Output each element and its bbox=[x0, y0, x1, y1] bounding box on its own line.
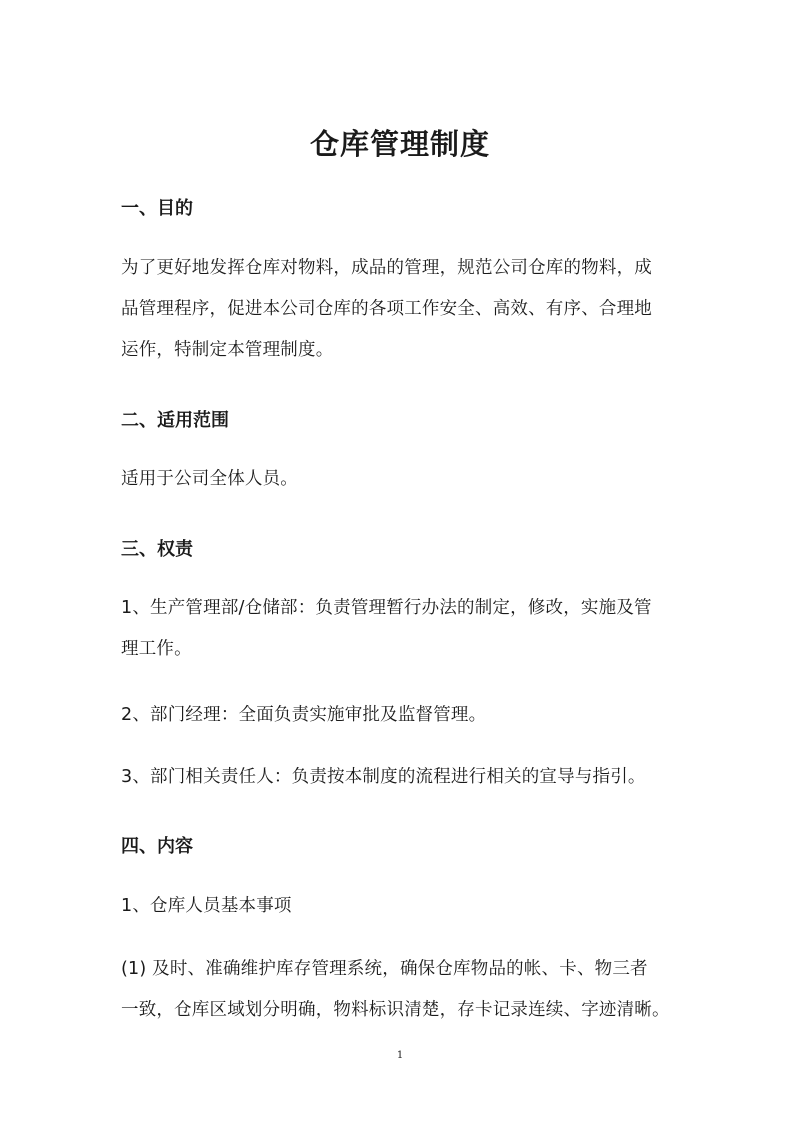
paragraph-purpose bbox=[121, 248, 681, 371]
text-line: 2、部门经理：全面负责实施审批及监督管理。 bbox=[121, 705, 487, 725]
text-line: 1、生产管理部/仓储部：负责管理暂行办法的制定，修改，实施及管 bbox=[121, 598, 652, 618]
page-number: 1 bbox=[396, 1050, 404, 1061]
text-line: 1、仓库人员基本事项 bbox=[121, 896, 292, 916]
text-line: 理工作。 bbox=[121, 639, 192, 659]
section-heading-content: 四、内容 bbox=[121, 836, 193, 857]
section-heading-responsibilities: 三、权责 bbox=[121, 539, 193, 560]
text-line: 为了更好地发挥仓库对物料，成品的管理，规范公司仓库的物料，成 bbox=[121, 258, 652, 278]
paragraph-responsibility-2 bbox=[121, 695, 681, 736]
section-heading-purpose: 一、目的 bbox=[121, 198, 193, 219]
text-line: 适用于公司全体人员。 bbox=[121, 469, 298, 489]
paragraph-content-1-1 bbox=[121, 949, 681, 1031]
text-line: 3、部门相关责任人：负责按本制度的流程进行相关的宣导与指引。 bbox=[121, 767, 646, 787]
text-line: 品管理程序，促进本公司仓库的各项工作安全、高效、有序、合理地 bbox=[121, 299, 652, 319]
paragraph-scope bbox=[121, 459, 681, 500]
paragraph-responsibility-3 bbox=[121, 757, 681, 798]
text-line: (1) 及时、准确维护库存管理系统，确保仓库物品的帐、卡、物三者 bbox=[121, 959, 648, 979]
text-line: 一致，仓库区域划分明确，物料标识清楚，存卡记录连续、字迹清晰。 bbox=[121, 1000, 670, 1020]
page-title: 仓库管理制度 bbox=[309, 127, 490, 161]
section-heading-scope: 二、适用范围 bbox=[121, 410, 229, 431]
text-line: 运作，特制定本管理制度。 bbox=[121, 340, 334, 360]
paragraph-responsibility-1 bbox=[121, 588, 681, 670]
paragraph-content-1 bbox=[121, 886, 681, 927]
